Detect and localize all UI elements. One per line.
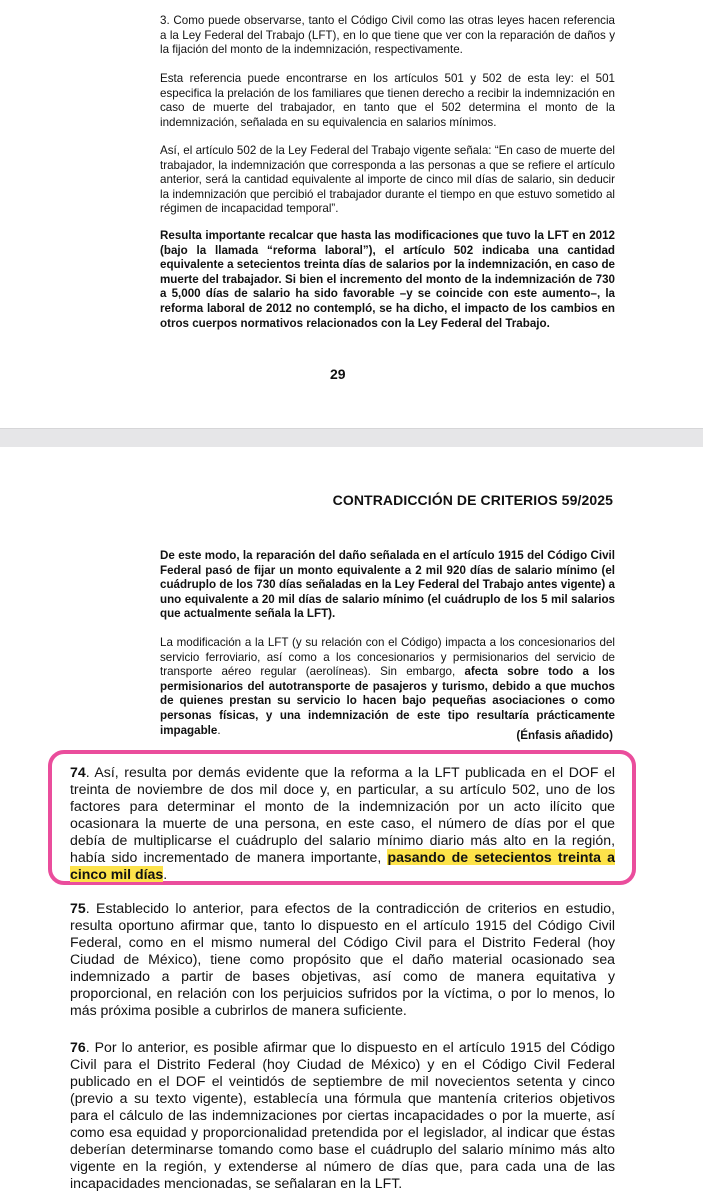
quote2-text: La modificación a la LFT (y su relación con el Código) impacta a los concesionarios del servicio ferroviario, así como a los concesionarios y permisionarios del servicio de transporte aéreo regular (aerolíneas). Sin embargo, xyxy=(160,636,615,679)
quote2-end: . xyxy=(217,723,221,737)
page-header: CONTRADICCIÓN DE CRITERIOS 59/2025 xyxy=(332,492,613,508)
paragraph-76 xyxy=(70,1039,615,1192)
quote-paragraph-2 xyxy=(160,636,615,738)
page-29 xyxy=(0,0,703,428)
paragraph-75-text: . Establecido lo anterior, para efectos de la contradicción de criterios en estudio, resulta oportuno afirmar que, tanto lo dispuesto en el artículo 1915 del Código Civil Federal, como en el mismo numeral del Código Civil para el Distrito Federal (hoy Ciudad de México), tiene como propósito que el daño material ocasionado sea indemnizado a partir de bases objetivas, así como de manera equitativa y proporcional, en relación con los perjuicios sufridos por la víctima, o por lo menos, lo más próxima posible a cubrirlos de manera suficiente. xyxy=(70,900,615,1018)
paragraph-article-502-quote: Así, el artículo 502 de la Ley Federal del Trabajo vigente señala: “En caso de muerte del trabajador, la indemnización que corresponda a las personas a que se refiere el artículo anterior, será la cantidad equivalente al importe de cinco mil días de salario, sin deducir la indemnización que percibió el trabajador durante el tiempo en que estuvo sometido al régimen de incapacidad temporal”. xyxy=(160,144,615,216)
paragraph-bold-reform: Resulta importante recalcar que hasta las modificaciones que tuvo la LFT en 2012 (bajo la llamada “reforma laboral”), el artículo 502 indicaba una cantidad equivalente a setecientos treinta días de salarios por la indemnización, en caso de muerte del trabajador. Si bien el incremento del monto de la indemnización de 730 a 5,000 días de salario ha sido favorable –y se coincide con este aumento–, la reforma laboral de 2012 no contempló, se ha dicho, el impacto de los cambios en otros cuerpos normativos relacionados con la Ley Federal del Trabajo. xyxy=(160,229,615,330)
paragraph-number-76: 76 xyxy=(70,1039,86,1055)
paragraph-74-end: . xyxy=(163,866,168,882)
page-separator xyxy=(0,428,703,448)
page-30 xyxy=(0,447,703,1200)
paragraph-76-text: . Por lo anterior, es posible afirmar que lo dispuesto en el artículo 1915 del Código Civil para el Distrito Federal (hoy Ciudad de México) y en el Código Civil Federal publicado en el DOF el veintidós de septiembre de mil novecientos setenta y cinco (previo a su texto vigente), establecía una fórmula que mantenía criterios objetivos para el cálculo de las indemnizaciones por ciertas incapacidades o por la muerte, así como esa equidad y proporcionalidad pretendida por el legislador, al indicar que éstas deberían determinarse tomando como base el cuádruplo del salario mínimo más alto vigente en la región, y extenderse al número de días que, para cada una de las incapacidades mencionadas, se señalaran en la LFT. xyxy=(70,1039,615,1191)
paragraph-75 xyxy=(70,900,615,1019)
emphasis-note: (Énfasis añadido) xyxy=(516,729,613,742)
paragraph-articles-501-502: Esta referencia puede encontrarse en los artículos 501 y 502 de esta ley: el 501 especifica la prelación de los familiares que tienen derecho a recibir la indemnización en caso de muerte del trabajador, en tanto que el 502 determina el monto de la indemnización, señalada en su equivalencia en salarios mínimos. xyxy=(160,72,615,129)
highlighted-text: pasando de setecientos treinta a cinco mil días xyxy=(70,849,616,882)
paragraph-74-text: . Así, resulta por demás evidente que la reforma a la LFT publicada en el DOF el treinta de noviembre de dos mil doce y, en particular, a su artículo 502, uno de los factores para determinar el monto de la indemnización por un acto ilícito que ocasionara la muerte de una persona, en este caso, el número de días por el que debía de multiplicarse el cuádruplo del salario mínimo diario más alto en la región, había sido incrementado de manera importante, xyxy=(70,764,615,865)
quote-paragraph-1: De este modo, la reparación del daño señalada en el artículo 1915 del Código Civil Federal pasó de fijar un monto equivalente a 2 mil 920 días de salario mínimo (el cuádruplo de los 730 días señaladas en la Ley Federal del Trabajo antes vigente) a uno equivalente a 20 mil días de salario mínimo (el cuádruplo de los 5 mil salarios que actualmente señala la LFT). xyxy=(160,549,615,621)
paragraph-number-74: 74 xyxy=(70,764,86,780)
paragraph-number-75: 75 xyxy=(70,900,86,916)
paragraph-3: 3. Como puede observarse, tanto el Código Civil como las otras leyes hacen referencia a la Ley Federal del Trabajo (LFT), en lo que tiene que ver con la reparación de daños y la fijación del monto de la indemnización, respectivamente. xyxy=(160,14,615,57)
paragraph-74 xyxy=(70,764,615,883)
quote2-bold: afecta sobre todo a los permisionarios del autotransporte de pasajeros y turismo, debido a que muchos de quienes prestan su servicio lo hacen bajo pequeñas asociaciones o como personas físicas, y una indemnización de este tipo resultaría prácticamente impagable xyxy=(160,665,615,737)
page-number: 29 xyxy=(330,366,346,382)
